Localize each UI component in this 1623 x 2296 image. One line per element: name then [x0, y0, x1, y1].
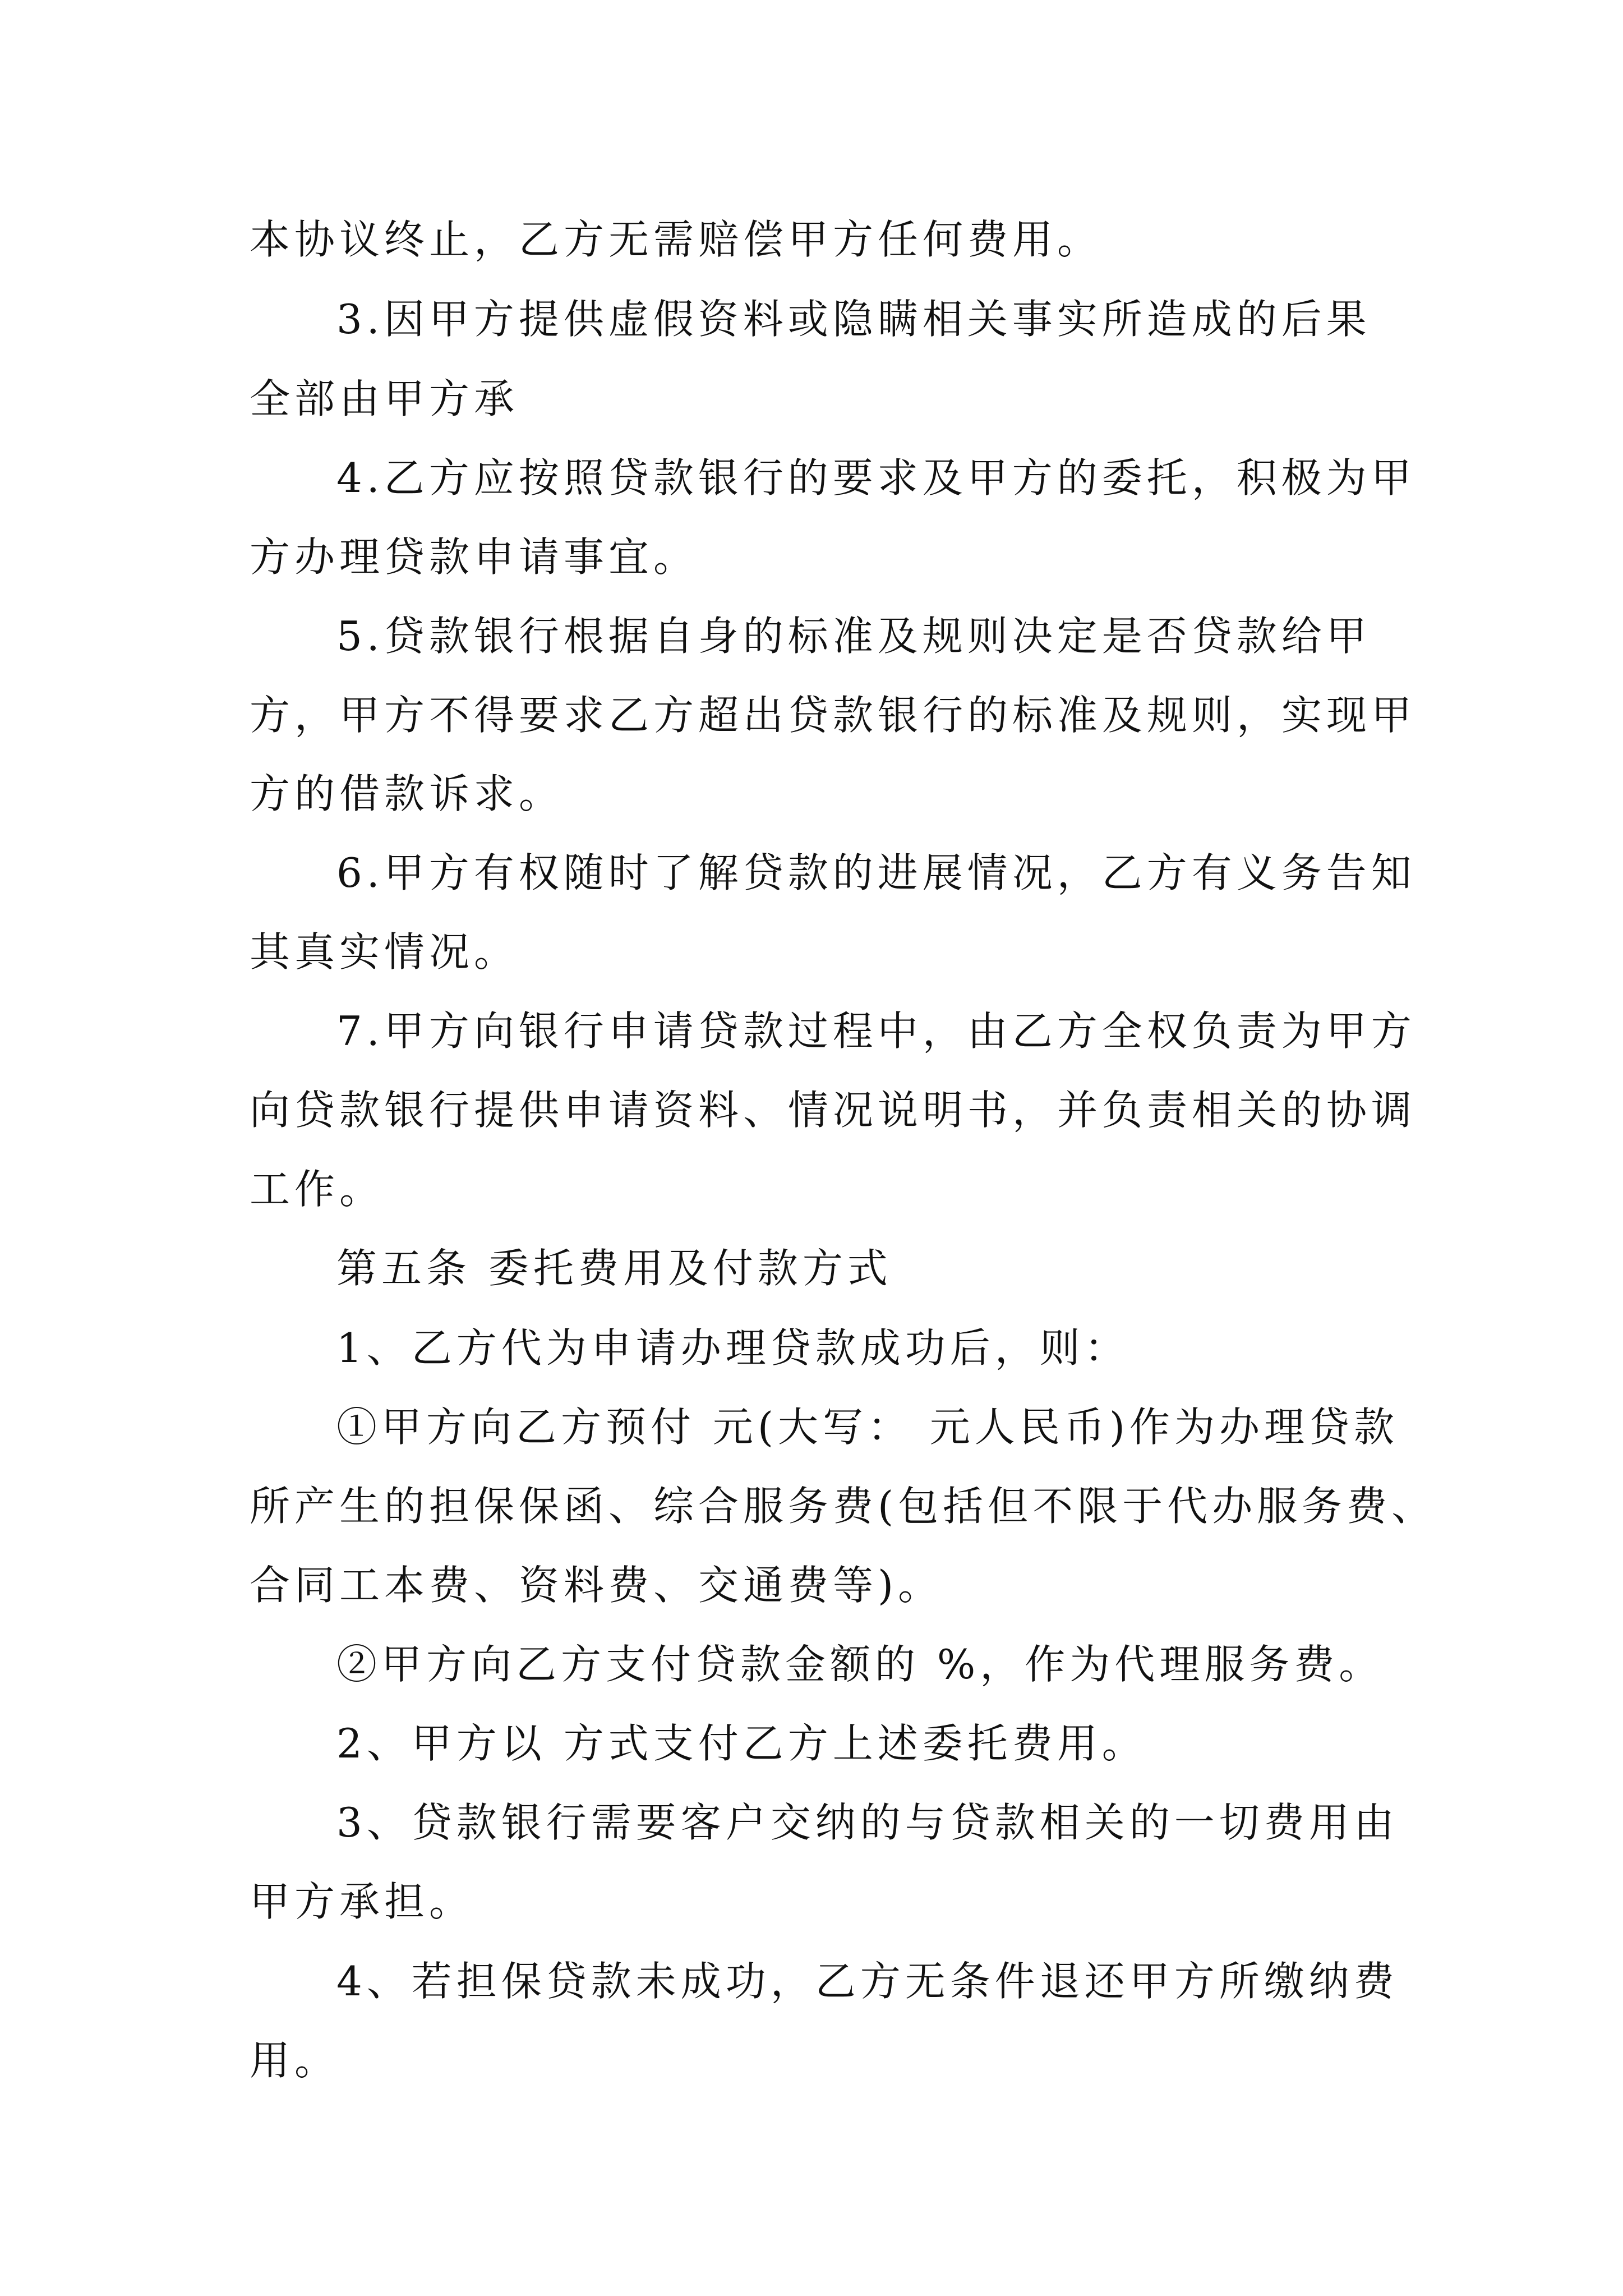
text-line: 2、甲方以 方式支付乙方上述委托费用。	[336, 1720, 1147, 1767]
text-line: 用。	[250, 2037, 340, 2084]
text-line: 3.因甲方提供虚假资料或隐瞒相关事实所造成的后果	[336, 296, 1371, 343]
text-line: 所产生的担保保函、综合服务费(包括但不限于代办服务费、	[250, 1483, 1437, 1530]
text-line: 合同工本费、资料费、交通费等)。	[250, 1562, 943, 1609]
text-line: 方，甲方不得要求乙方超出贷款银行的标准及规则，实现甲	[250, 692, 1417, 739]
text-line: 方的借款诉求。	[250, 770, 564, 817]
text-line: 5.贷款银行根据自身的标准及规则决定是否贷款给甲	[336, 613, 1371, 660]
text-line: 3、贷款银行需要客户交纳的与贷款相关的一切费用由	[336, 1799, 1399, 1846]
text-line: 4、若担保贷款未成功，乙方无条件退还甲方所缴纳费	[336, 1958, 1399, 2005]
text-line: 其真实情况。	[250, 928, 519, 976]
text-line: 本协议终止，乙方无需赔偿甲方任何费用。	[250, 216, 1103, 263]
text-line: 工作。	[250, 1166, 385, 1213]
text-line: 方办理贷款申请事宜。	[250, 533, 699, 581]
section-heading: 第五条 委托费用及付款方式	[336, 1245, 892, 1292]
text-line: 4.乙方应按照贷款银行的要求及甲方的委托，积极为甲	[336, 454, 1416, 501]
text-line: 甲方承担。	[250, 1878, 474, 1925]
text-line: 全部由甲方承	[250, 375, 519, 422]
text-line: 7.甲方向银行申请贷款过程中，由乙方全权负责为甲方	[336, 1007, 1416, 1055]
text-line: 1、乙方代为申请办理贷款成功后，则：	[336, 1324, 1129, 1372]
text-line: ①甲方向乙方预付 元(大写： 元人民币)作为办理贷款	[336, 1404, 1399, 1451]
text-line: ②甲方向乙方支付贷款金额的 %，作为代理服务费。	[336, 1641, 1384, 1688]
text-line: 6.甲方有权随时了解贷款的进展情况，乙方有义务告知	[336, 849, 1416, 896]
text-line: 向贷款银行提供申请资料、情况说明书，并负责相关的协调	[250, 1087, 1417, 1134]
